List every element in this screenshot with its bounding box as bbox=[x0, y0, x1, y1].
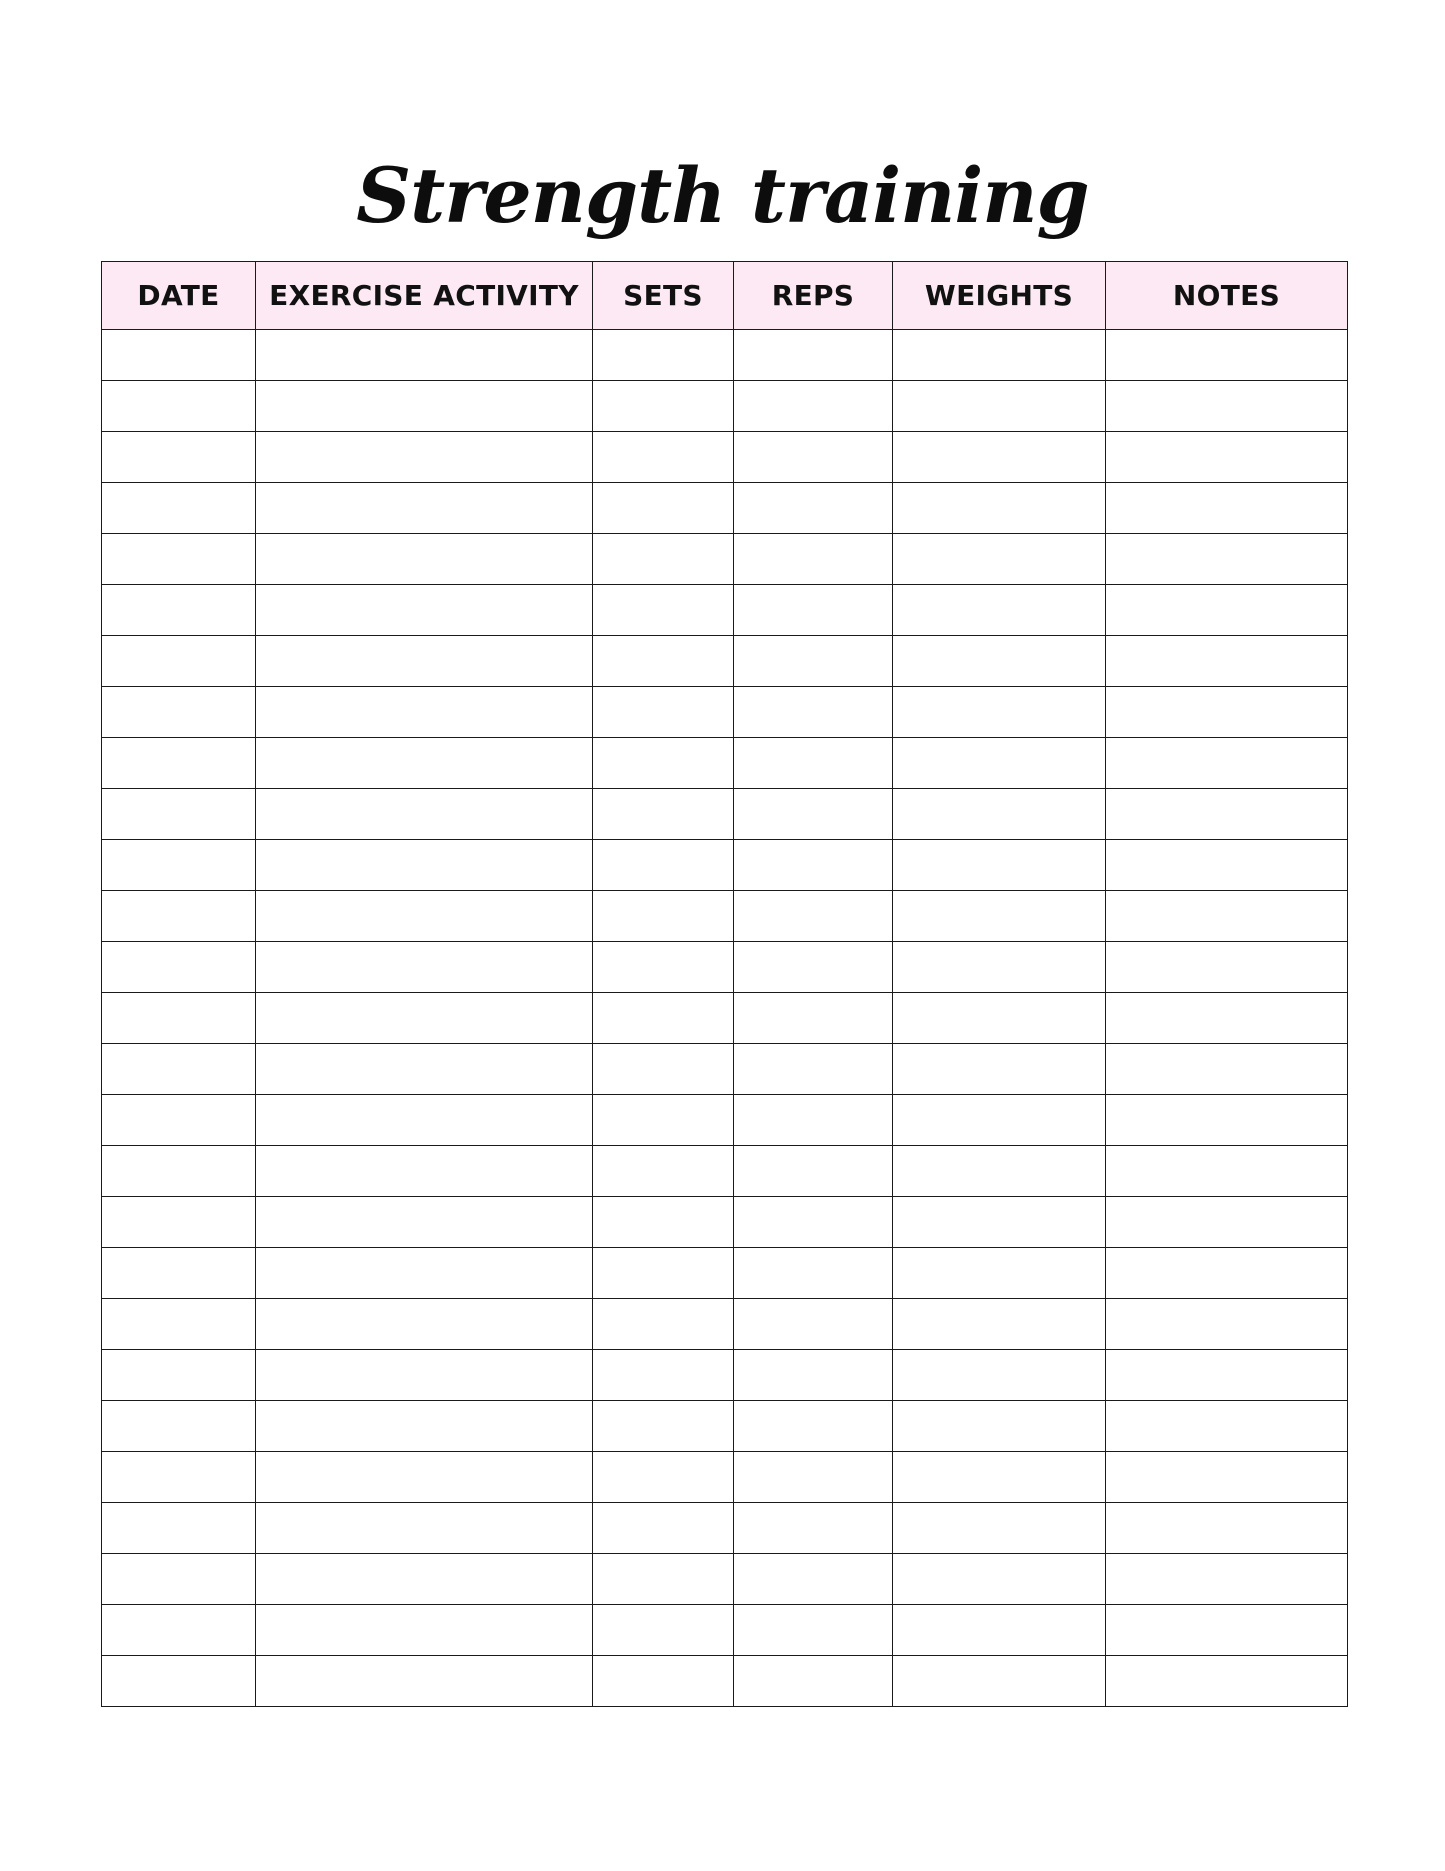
reps-cell[interactable] bbox=[734, 636, 893, 687]
sets-cell[interactable] bbox=[593, 1248, 734, 1299]
table-row bbox=[102, 1503, 1348, 1554]
notes-cell[interactable] bbox=[1106, 993, 1348, 1044]
reps-cell[interactable] bbox=[734, 1299, 893, 1350]
reps-cell[interactable] bbox=[734, 1095, 893, 1146]
exercise-activity-cell[interactable] bbox=[256, 1044, 593, 1095]
exercise-activity-cell[interactable] bbox=[256, 1452, 593, 1503]
date-cell[interactable] bbox=[102, 1248, 256, 1299]
weights-cell[interactable] bbox=[893, 1095, 1106, 1146]
reps-cell[interactable] bbox=[734, 1605, 893, 1656]
exercise-activity-cell[interactable] bbox=[256, 738, 593, 789]
sets-cell[interactable] bbox=[593, 330, 734, 381]
notes-cell[interactable] bbox=[1106, 687, 1348, 738]
table-row bbox=[102, 1350, 1348, 1401]
notes-cell[interactable] bbox=[1106, 534, 1348, 585]
sets-cell[interactable] bbox=[593, 1146, 734, 1197]
notes-cell[interactable] bbox=[1106, 483, 1348, 534]
date-cell[interactable] bbox=[102, 1095, 256, 1146]
sets-cell[interactable] bbox=[593, 1095, 734, 1146]
sets-cell[interactable] bbox=[593, 993, 734, 1044]
table-row bbox=[102, 1197, 1348, 1248]
date-cell[interactable] bbox=[102, 993, 256, 1044]
date-cell[interactable] bbox=[102, 1350, 256, 1401]
table-row bbox=[102, 1248, 1348, 1299]
weights-cell[interactable] bbox=[893, 1299, 1106, 1350]
weights-cell[interactable] bbox=[893, 534, 1106, 585]
table-row bbox=[102, 534, 1348, 585]
notes-cell[interactable] bbox=[1106, 891, 1348, 942]
notes-cell[interactable] bbox=[1106, 1401, 1348, 1452]
table-row bbox=[102, 1299, 1348, 1350]
reps-cell[interactable] bbox=[734, 738, 893, 789]
reps-cell[interactable] bbox=[734, 891, 893, 942]
date-cell[interactable] bbox=[102, 330, 256, 381]
date-cell[interactable] bbox=[102, 432, 256, 483]
date-cell[interactable] bbox=[102, 381, 256, 432]
date-cell[interactable] bbox=[102, 789, 256, 840]
reps-cell[interactable] bbox=[734, 483, 893, 534]
notes-cell[interactable] bbox=[1106, 330, 1348, 381]
reps-cell[interactable] bbox=[734, 432, 893, 483]
sets-cell[interactable] bbox=[593, 432, 734, 483]
weights-cell[interactable] bbox=[893, 1503, 1106, 1554]
notes-cell[interactable] bbox=[1106, 738, 1348, 789]
page-title: Strength training bbox=[356, 150, 1089, 240]
reps-cell[interactable] bbox=[734, 1656, 893, 1707]
reps-cell[interactable] bbox=[734, 330, 893, 381]
notes-cell[interactable] bbox=[1106, 1299, 1348, 1350]
notes-cell[interactable] bbox=[1106, 1248, 1348, 1299]
exercise-activity-cell[interactable] bbox=[256, 993, 593, 1044]
sets-cell[interactable] bbox=[593, 891, 734, 942]
exercise-activity-cell[interactable] bbox=[256, 1197, 593, 1248]
table-row bbox=[102, 1095, 1348, 1146]
date-cell[interactable] bbox=[102, 1656, 256, 1707]
exercise-activity-cell[interactable] bbox=[256, 891, 593, 942]
table-row bbox=[102, 1554, 1348, 1605]
exercise-activity-cell[interactable] bbox=[256, 789, 593, 840]
exercise-activity-cell[interactable] bbox=[256, 1350, 593, 1401]
weights-cell[interactable] bbox=[893, 738, 1106, 789]
table-row bbox=[102, 1656, 1348, 1707]
weights-cell[interactable] bbox=[893, 1146, 1106, 1197]
reps-cell[interactable] bbox=[734, 585, 893, 636]
notes-cell[interactable] bbox=[1106, 636, 1348, 687]
sets-cell[interactable] bbox=[593, 585, 734, 636]
reps-cell[interactable] bbox=[734, 1452, 893, 1503]
exercise-activity-cell[interactable] bbox=[256, 636, 593, 687]
table-body bbox=[102, 330, 1348, 1707]
exercise-activity-cell[interactable] bbox=[256, 687, 593, 738]
reps-cell[interactable] bbox=[734, 1503, 893, 1554]
exercise-activity-cell[interactable] bbox=[256, 1656, 593, 1707]
table-row bbox=[102, 1401, 1348, 1452]
reps-cell[interactable] bbox=[734, 1044, 893, 1095]
sets-cell[interactable] bbox=[593, 1605, 734, 1656]
weights-cell[interactable] bbox=[893, 1350, 1106, 1401]
table-row bbox=[102, 993, 1348, 1044]
notes-cell[interactable] bbox=[1106, 1146, 1348, 1197]
sets-cell[interactable] bbox=[593, 687, 734, 738]
header-exercise-activity: EXERCISE ACTIVITY bbox=[256, 262, 593, 330]
table-row bbox=[102, 381, 1348, 432]
notes-cell[interactable] bbox=[1106, 840, 1348, 891]
weights-cell[interactable] bbox=[893, 432, 1106, 483]
date-cell[interactable] bbox=[102, 1299, 256, 1350]
sets-cell[interactable] bbox=[593, 1554, 734, 1605]
exercise-activity-cell[interactable] bbox=[256, 534, 593, 585]
weights-cell[interactable] bbox=[893, 942, 1106, 993]
sets-cell[interactable] bbox=[593, 1401, 734, 1452]
header-notes: NOTES bbox=[1106, 262, 1348, 330]
exercise-activity-cell[interactable] bbox=[256, 1095, 593, 1146]
exercise-activity-cell[interactable] bbox=[256, 840, 593, 891]
date-cell[interactable] bbox=[102, 585, 256, 636]
date-cell[interactable] bbox=[102, 687, 256, 738]
weights-cell[interactable] bbox=[893, 1044, 1106, 1095]
notes-cell[interactable] bbox=[1106, 1503, 1348, 1554]
table-row bbox=[102, 1044, 1348, 1095]
weights-cell[interactable] bbox=[893, 1605, 1106, 1656]
exercise-activity-cell[interactable] bbox=[256, 1299, 593, 1350]
reps-cell[interactable] bbox=[734, 687, 893, 738]
date-cell[interactable] bbox=[102, 1401, 256, 1452]
reps-cell[interactable] bbox=[734, 1197, 893, 1248]
date-cell[interactable] bbox=[102, 1146, 256, 1197]
date-cell[interactable] bbox=[102, 1044, 256, 1095]
date-cell[interactable] bbox=[102, 1452, 256, 1503]
sets-cell[interactable] bbox=[593, 483, 734, 534]
weights-cell[interactable] bbox=[893, 840, 1106, 891]
reps-cell[interactable] bbox=[734, 1248, 893, 1299]
date-cell[interactable] bbox=[102, 942, 256, 993]
header-date: DATE bbox=[102, 262, 256, 330]
weights-cell[interactable] bbox=[893, 636, 1106, 687]
sets-cell[interactable] bbox=[593, 636, 734, 687]
weights-cell[interactable] bbox=[893, 789, 1106, 840]
exercise-activity-cell[interactable] bbox=[256, 942, 593, 993]
table-row bbox=[102, 891, 1348, 942]
exercise-activity-cell[interactable] bbox=[256, 483, 593, 534]
date-cell[interactable] bbox=[102, 1503, 256, 1554]
weights-cell[interactable] bbox=[893, 1554, 1106, 1605]
reps-cell[interactable] bbox=[734, 1146, 893, 1197]
notes-cell[interactable] bbox=[1106, 1095, 1348, 1146]
date-cell[interactable] bbox=[102, 840, 256, 891]
weights-cell[interactable] bbox=[893, 891, 1106, 942]
notes-cell[interactable] bbox=[1106, 1350, 1348, 1401]
reps-cell[interactable] bbox=[734, 789, 893, 840]
date-cell[interactable] bbox=[102, 483, 256, 534]
exercise-activity-cell[interactable] bbox=[256, 1554, 593, 1605]
reps-cell[interactable] bbox=[734, 840, 893, 891]
notes-cell[interactable] bbox=[1106, 585, 1348, 636]
weights-cell[interactable] bbox=[893, 687, 1106, 738]
sets-cell[interactable] bbox=[593, 1656, 734, 1707]
exercise-activity-cell[interactable] bbox=[256, 432, 593, 483]
sets-cell[interactable] bbox=[593, 840, 734, 891]
notes-cell[interactable] bbox=[1106, 381, 1348, 432]
weights-cell[interactable] bbox=[893, 1248, 1106, 1299]
sets-cell[interactable] bbox=[593, 534, 734, 585]
table-row bbox=[102, 483, 1348, 534]
table-row bbox=[102, 1146, 1348, 1197]
table-row bbox=[102, 840, 1348, 891]
sets-cell[interactable] bbox=[593, 381, 734, 432]
table-row bbox=[102, 1452, 1348, 1503]
reps-cell[interactable] bbox=[734, 1554, 893, 1605]
header-reps: REPS bbox=[734, 262, 893, 330]
date-cell[interactable] bbox=[102, 1554, 256, 1605]
sets-cell[interactable] bbox=[593, 1350, 734, 1401]
date-cell[interactable] bbox=[102, 636, 256, 687]
weights-cell[interactable] bbox=[893, 993, 1106, 1044]
header-weights: WEIGHTS bbox=[893, 262, 1106, 330]
notes-cell[interactable] bbox=[1106, 942, 1348, 993]
sets-cell[interactable] bbox=[593, 1299, 734, 1350]
exercise-activity-cell[interactable] bbox=[256, 585, 593, 636]
notes-cell[interactable] bbox=[1106, 432, 1348, 483]
sets-cell[interactable] bbox=[593, 1197, 734, 1248]
weights-cell[interactable] bbox=[893, 330, 1106, 381]
date-cell[interactable] bbox=[102, 534, 256, 585]
date-cell[interactable] bbox=[102, 1197, 256, 1248]
exercise-activity-cell[interactable] bbox=[256, 1605, 593, 1656]
notes-cell[interactable] bbox=[1106, 1197, 1348, 1248]
table-row bbox=[102, 687, 1348, 738]
sets-cell[interactable] bbox=[593, 1503, 734, 1554]
reps-cell[interactable] bbox=[734, 1350, 893, 1401]
weights-cell[interactable] bbox=[893, 483, 1106, 534]
table-row bbox=[102, 432, 1348, 483]
reps-cell[interactable] bbox=[734, 942, 893, 993]
weights-cell[interactable] bbox=[893, 1656, 1106, 1707]
notes-cell[interactable] bbox=[1106, 1605, 1348, 1656]
exercise-activity-cell[interactable] bbox=[256, 1503, 593, 1554]
table-row bbox=[102, 1605, 1348, 1656]
reps-cell[interactable] bbox=[734, 993, 893, 1044]
sets-cell[interactable] bbox=[593, 738, 734, 789]
header-sets: SETS bbox=[593, 262, 734, 330]
date-cell[interactable] bbox=[102, 891, 256, 942]
exercise-activity-cell[interactable] bbox=[256, 1401, 593, 1452]
exercise-activity-cell[interactable] bbox=[256, 330, 593, 381]
notes-cell[interactable] bbox=[1106, 1044, 1348, 1095]
exercise-activity-cell[interactable] bbox=[256, 381, 593, 432]
reps-cell[interactable] bbox=[734, 381, 893, 432]
reps-cell[interactable] bbox=[734, 1401, 893, 1452]
exercise-activity-cell[interactable] bbox=[256, 1248, 593, 1299]
table-row bbox=[102, 789, 1348, 840]
table-row bbox=[102, 330, 1348, 381]
reps-cell[interactable] bbox=[734, 534, 893, 585]
table-row bbox=[102, 942, 1348, 993]
sets-cell[interactable] bbox=[593, 1044, 734, 1095]
notes-cell[interactable] bbox=[1106, 1554, 1348, 1605]
strength-training-log-table bbox=[101, 261, 1348, 1707]
sets-cell[interactable] bbox=[593, 1452, 734, 1503]
weights-cell[interactable] bbox=[893, 381, 1106, 432]
exercise-activity-cell[interactable] bbox=[256, 1146, 593, 1197]
sets-cell[interactable] bbox=[593, 789, 734, 840]
table-header-row bbox=[102, 262, 1348, 330]
notes-cell[interactable] bbox=[1106, 789, 1348, 840]
table-row bbox=[102, 636, 1348, 687]
table-row bbox=[102, 585, 1348, 636]
weights-cell[interactable] bbox=[893, 1197, 1106, 1248]
weights-cell[interactable] bbox=[893, 1401, 1106, 1452]
weights-cell[interactable] bbox=[893, 585, 1106, 636]
table-row bbox=[102, 738, 1348, 789]
notes-cell[interactable] bbox=[1106, 1656, 1348, 1707]
notes-cell[interactable] bbox=[1106, 1452, 1348, 1503]
date-cell[interactable] bbox=[102, 1605, 256, 1656]
weights-cell[interactable] bbox=[893, 1452, 1106, 1503]
sets-cell[interactable] bbox=[593, 942, 734, 993]
date-cell[interactable] bbox=[102, 738, 256, 789]
